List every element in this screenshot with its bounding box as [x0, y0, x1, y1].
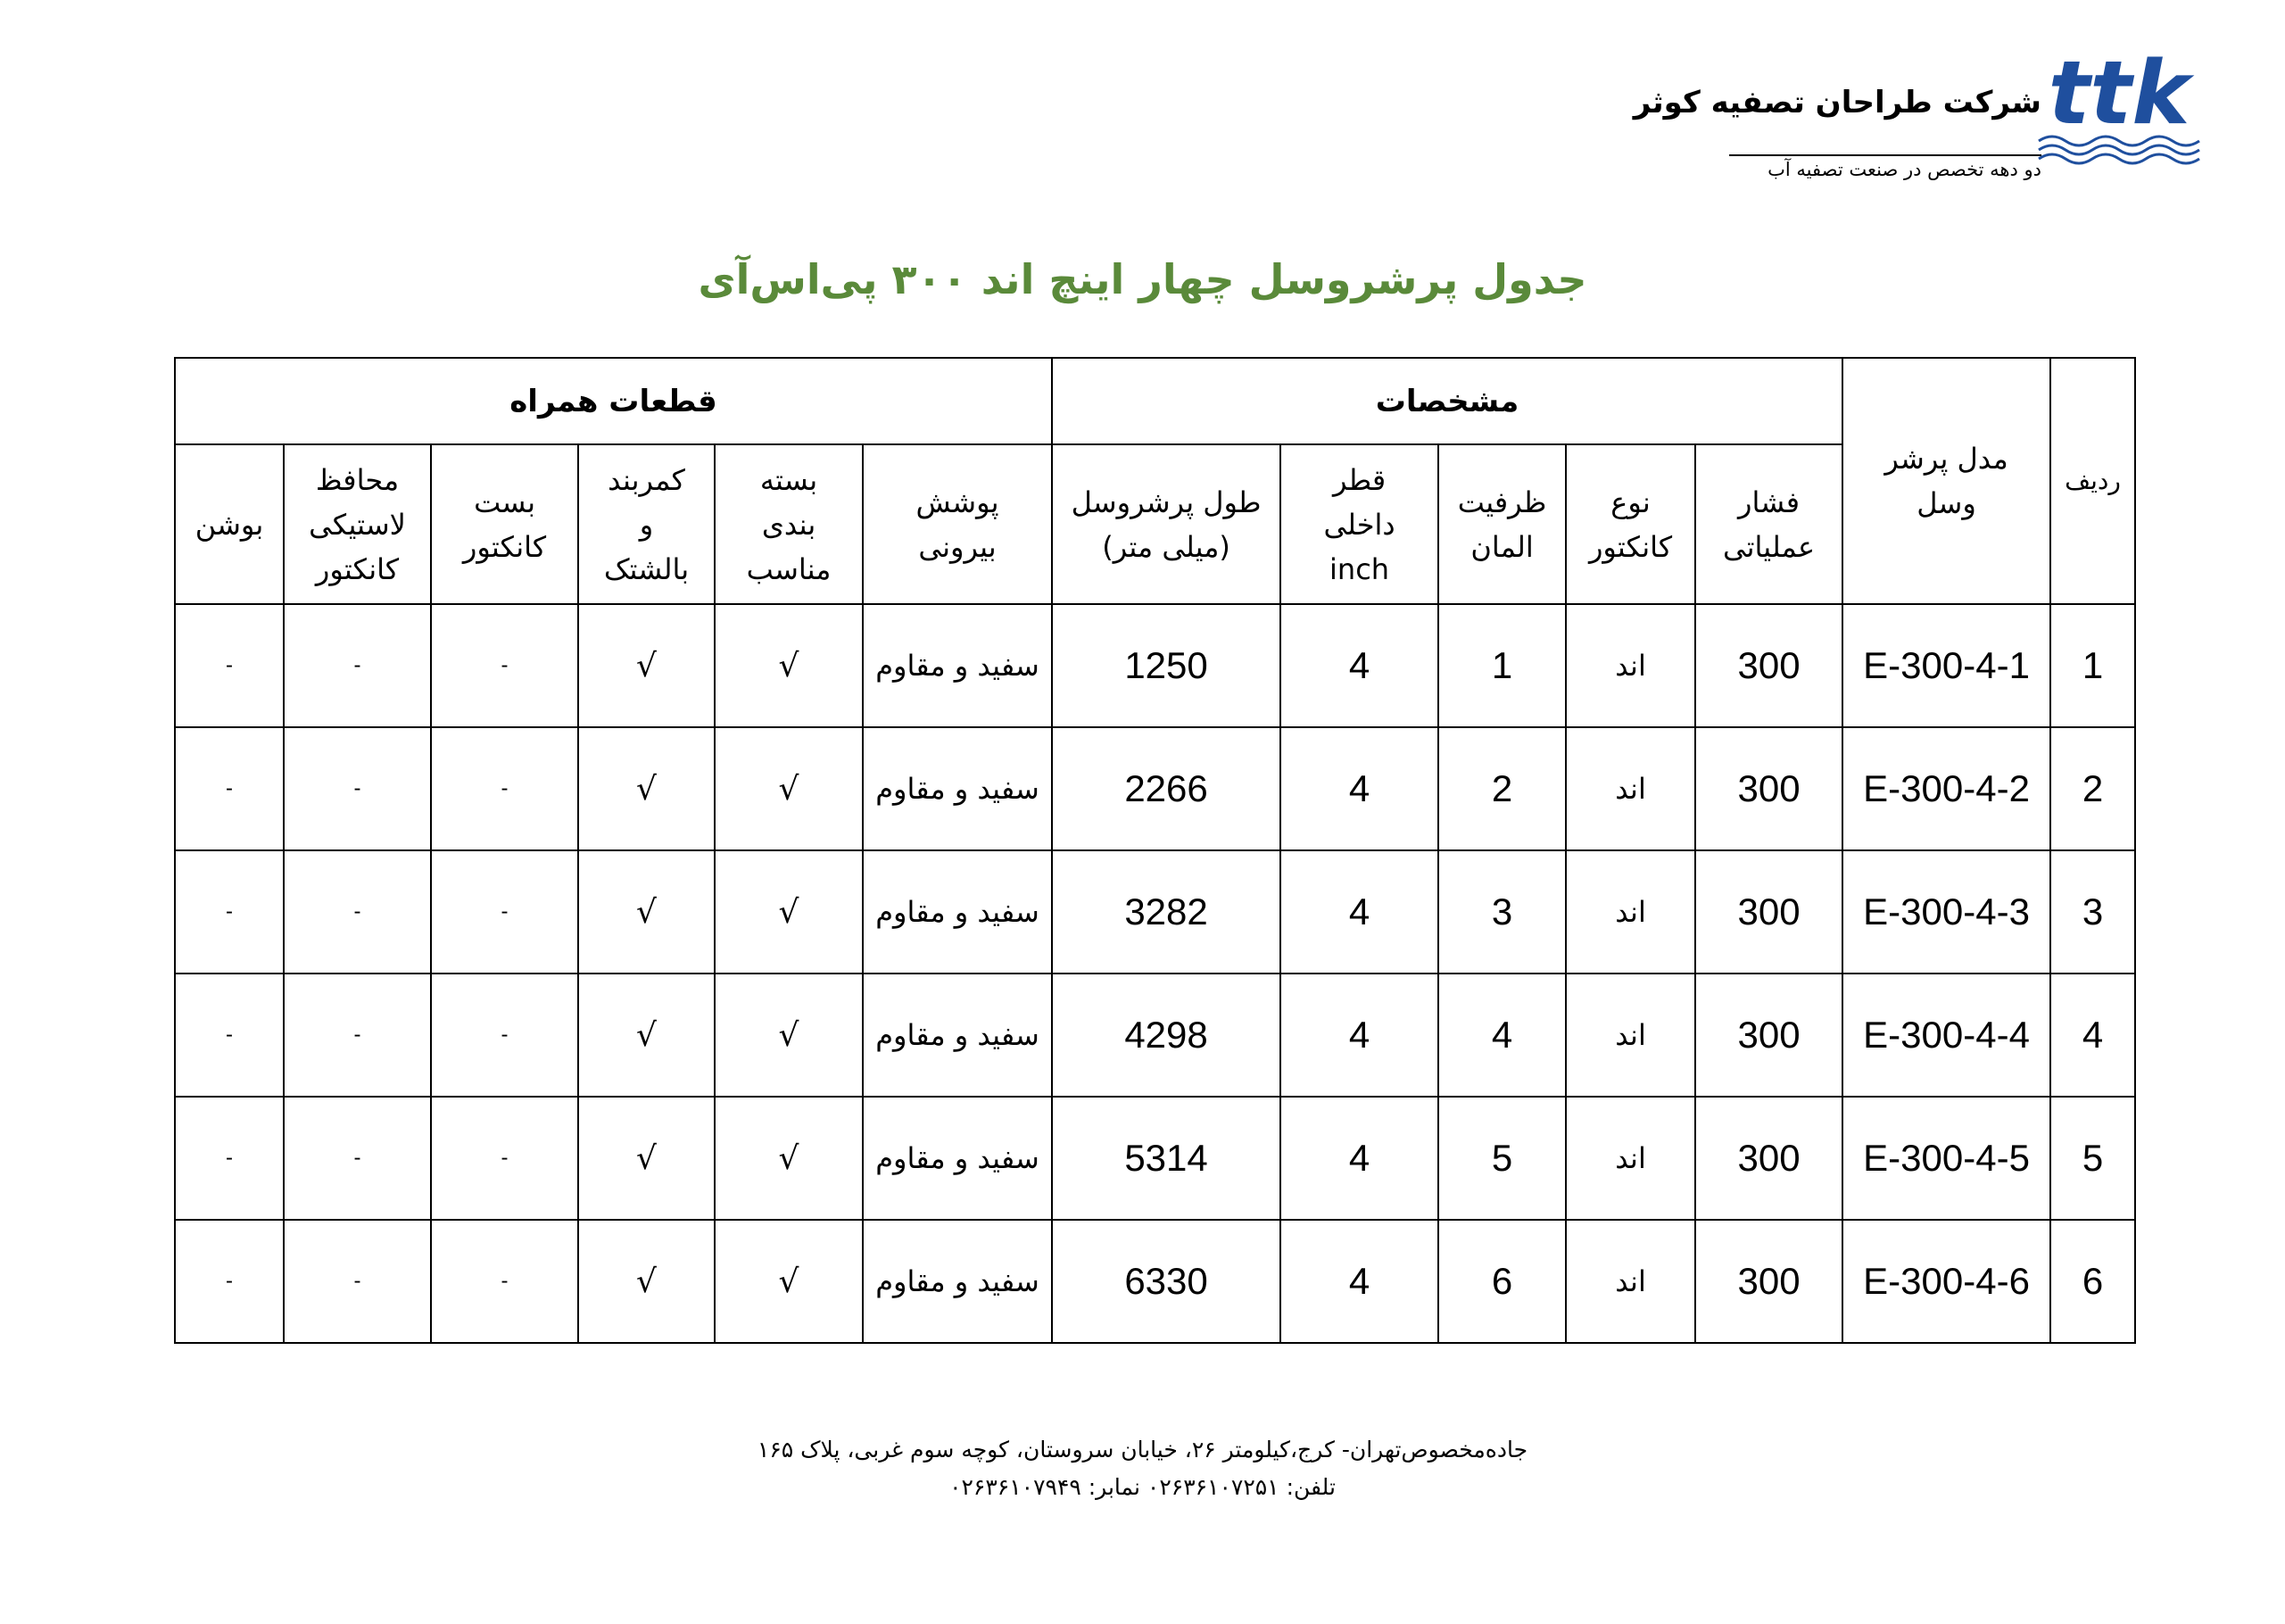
cell-bushing: - — [175, 604, 284, 727]
cell-pressure: 300 — [1695, 1097, 1842, 1220]
col-header-pressure: فشار عملیاتی — [1695, 444, 1842, 604]
col-header-packaging: بسته بندی مناسب — [715, 444, 863, 604]
cell-connector-clamp: - — [431, 1097, 578, 1220]
cell-packaging: √ — [715, 1220, 863, 1343]
cell-pressure: 300 — [1695, 974, 1842, 1097]
cell-element-capacity: 6 — [1438, 1220, 1566, 1343]
col-header-belt-shackle: کمربند و بالشتک — [578, 444, 715, 604]
col-header-length: طول پرشروسل (میلی متر) — [1052, 444, 1280, 604]
cell-rubber-guard: - — [284, 1220, 431, 1343]
logo-text: ttk — [2048, 43, 2190, 145]
cell-bushing: - — [175, 727, 284, 850]
cell-connector-clamp: - — [431, 1220, 578, 1343]
cell-element-capacity: 3 — [1438, 850, 1566, 974]
cell-row-number: 5 — [2050, 1097, 2135, 1220]
cell-bushing: - — [175, 1097, 284, 1220]
cell-connector-clamp: - — [431, 974, 578, 1097]
table-row — [175, 1097, 2135, 1220]
cell-outer-coating: سفید و مقاوم — [863, 1220, 1052, 1343]
cell-inner-diameter: 4 — [1280, 727, 1438, 850]
cell-belt-shackle: √ — [578, 727, 715, 850]
cell-length: 5314 — [1052, 1097, 1280, 1220]
cell-model: 300-4-5-E — [1842, 1097, 2050, 1220]
cell-belt-shackle: √ — [578, 604, 715, 727]
cell-connector-type: اند — [1566, 1220, 1695, 1343]
col-header-element-capacity: ظرفیت المان — [1438, 444, 1566, 604]
cell-rubber-guard: - — [284, 727, 431, 850]
cell-model: 300-4-6-E — [1842, 1220, 2050, 1343]
cell-length: 3282 — [1052, 850, 1280, 974]
col-header-outer-coating: پوشش بیرونی — [863, 444, 1052, 604]
cell-connector-type: اند — [1566, 974, 1695, 1097]
cell-inner-diameter: 4 — [1280, 1097, 1438, 1220]
footer-phone: تلفن: ۰۲۶۳۶۱۰۷۲۵۱ نمابر: ۰۲۶۳۶۱۰۷۹۴۹ — [949, 1474, 1336, 1500]
cell-belt-shackle: √ — [578, 850, 715, 974]
cell-outer-coating: سفید و مقاوم — [863, 974, 1052, 1097]
cell-rubber-guard: - — [284, 1097, 431, 1220]
table-row — [175, 974, 2135, 1097]
cell-connector-clamp: - — [431, 604, 578, 727]
cell-belt-shackle: √ — [578, 1097, 715, 1220]
cell-element-capacity: 1 — [1438, 604, 1566, 727]
cell-packaging: √ — [715, 974, 863, 1097]
cell-inner-diameter: 4 — [1280, 974, 1438, 1097]
cell-pressure: 300 — [1695, 604, 1842, 727]
cell-model: 300-4-1-E — [1842, 604, 2050, 727]
cell-packaging: √ — [715, 1097, 863, 1220]
cell-model: 300-4-3-E — [1842, 850, 2050, 974]
company-tagline: دو دهه تخصص در صنعت تصفیه آب — [1768, 159, 2041, 180]
cell-packaging: √ — [715, 604, 863, 727]
cell-outer-coating: سفید و مقاوم — [863, 1097, 1052, 1220]
group-header-accessories: قطعات همراه — [175, 358, 1052, 444]
cell-model: 300-4-2-E — [1842, 727, 2050, 850]
cell-inner-diameter: 4 — [1280, 604, 1438, 727]
cell-connector-type: اند — [1566, 1097, 1695, 1220]
company-name: شرکت طراحان تصفیه کوثر — [1633, 85, 2041, 120]
spec-table — [174, 357, 2136, 1344]
cell-outer-coating: سفید و مقاوم — [863, 604, 1052, 727]
company-header — [1633, 36, 2206, 196]
cell-rubber-guard: - — [284, 604, 431, 727]
cell-belt-shackle: √ — [578, 1220, 715, 1343]
cell-row-number: 6 — [2050, 1220, 2135, 1343]
col-header-connector-type: نوع کانکتور — [1566, 444, 1695, 604]
cell-belt-shackle: √ — [578, 974, 715, 1097]
cell-bushing: - — [175, 850, 284, 974]
cell-inner-diameter: 4 — [1280, 850, 1438, 974]
cell-rubber-guard: - — [284, 850, 431, 974]
cell-pressure: 300 — [1695, 727, 1842, 850]
header-divider — [1729, 154, 2041, 156]
cell-connector-clamp: - — [431, 727, 578, 850]
cell-model: 300-4-4-E — [1842, 974, 2050, 1097]
cell-connector-type: اند — [1566, 850, 1695, 974]
col-header-inner-diameter: قطر داخلی inch — [1280, 444, 1438, 604]
col-header-model: مدل پرشر وسل — [1842, 358, 2050, 604]
cell-connector-clamp: - — [431, 850, 578, 974]
cell-outer-coating: سفید و مقاوم — [863, 850, 1052, 974]
cell-inner-diameter: 4 — [1280, 1220, 1438, 1343]
cell-row-number: 1 — [2050, 604, 2135, 727]
table-row — [175, 727, 2135, 850]
cell-pressure: 300 — [1695, 1220, 1842, 1343]
cell-bushing: - — [175, 974, 284, 1097]
group-header-specs: مشخصات — [1052, 358, 1842, 444]
cell-element-capacity: 5 — [1438, 1097, 1566, 1220]
column-header-row — [175, 444, 2135, 604]
table-row — [175, 850, 2135, 974]
cell-connector-type: اند — [1566, 727, 1695, 850]
cell-length: 2266 — [1052, 727, 1280, 850]
cell-row-number: 3 — [2050, 850, 2135, 974]
col-header-rubber-guard: محافظ لاستیکی کانکتور — [284, 444, 431, 604]
table-row — [175, 604, 2135, 727]
cell-outer-coating: سفید و مقاوم — [863, 727, 1052, 850]
cell-pressure: 300 — [1695, 850, 1842, 974]
cell-rubber-guard: - — [284, 974, 431, 1097]
cell-element-capacity: 4 — [1438, 974, 1566, 1097]
col-header-connector-clamp: بست کانکتور — [431, 444, 578, 604]
cell-row-number: 4 — [2050, 974, 2135, 1097]
col-header-bushing: بوشن — [175, 444, 284, 604]
col-header-row-number: ردیف — [2050, 358, 2135, 604]
cell-packaging: √ — [715, 727, 863, 850]
footer-address: جاده‌مخصوص‌تهران- کرج،کیلومتر ۲۶، خیابان سروستان، کوچه سوم غربی، پلاک ۱۶۵ — [757, 1437, 1528, 1462]
company-logo — [2037, 36, 2206, 178]
cell-length: 1250 — [1052, 604, 1280, 727]
page-title: جدول پرشروسل چهار اینچ اند ۳۰۰ پی‌اس‌آی — [698, 255, 1587, 303]
table-row — [175, 1220, 2135, 1343]
group-header-row — [175, 358, 2135, 444]
cell-connector-type: اند — [1566, 604, 1695, 727]
cell-packaging: √ — [715, 850, 863, 974]
cell-row-number: 2 — [2050, 727, 2135, 850]
cell-element-capacity: 2 — [1438, 727, 1566, 850]
cell-length: 6330 — [1052, 1220, 1280, 1343]
cell-length: 4298 — [1052, 974, 1280, 1097]
cell-bushing: - — [175, 1220, 284, 1343]
